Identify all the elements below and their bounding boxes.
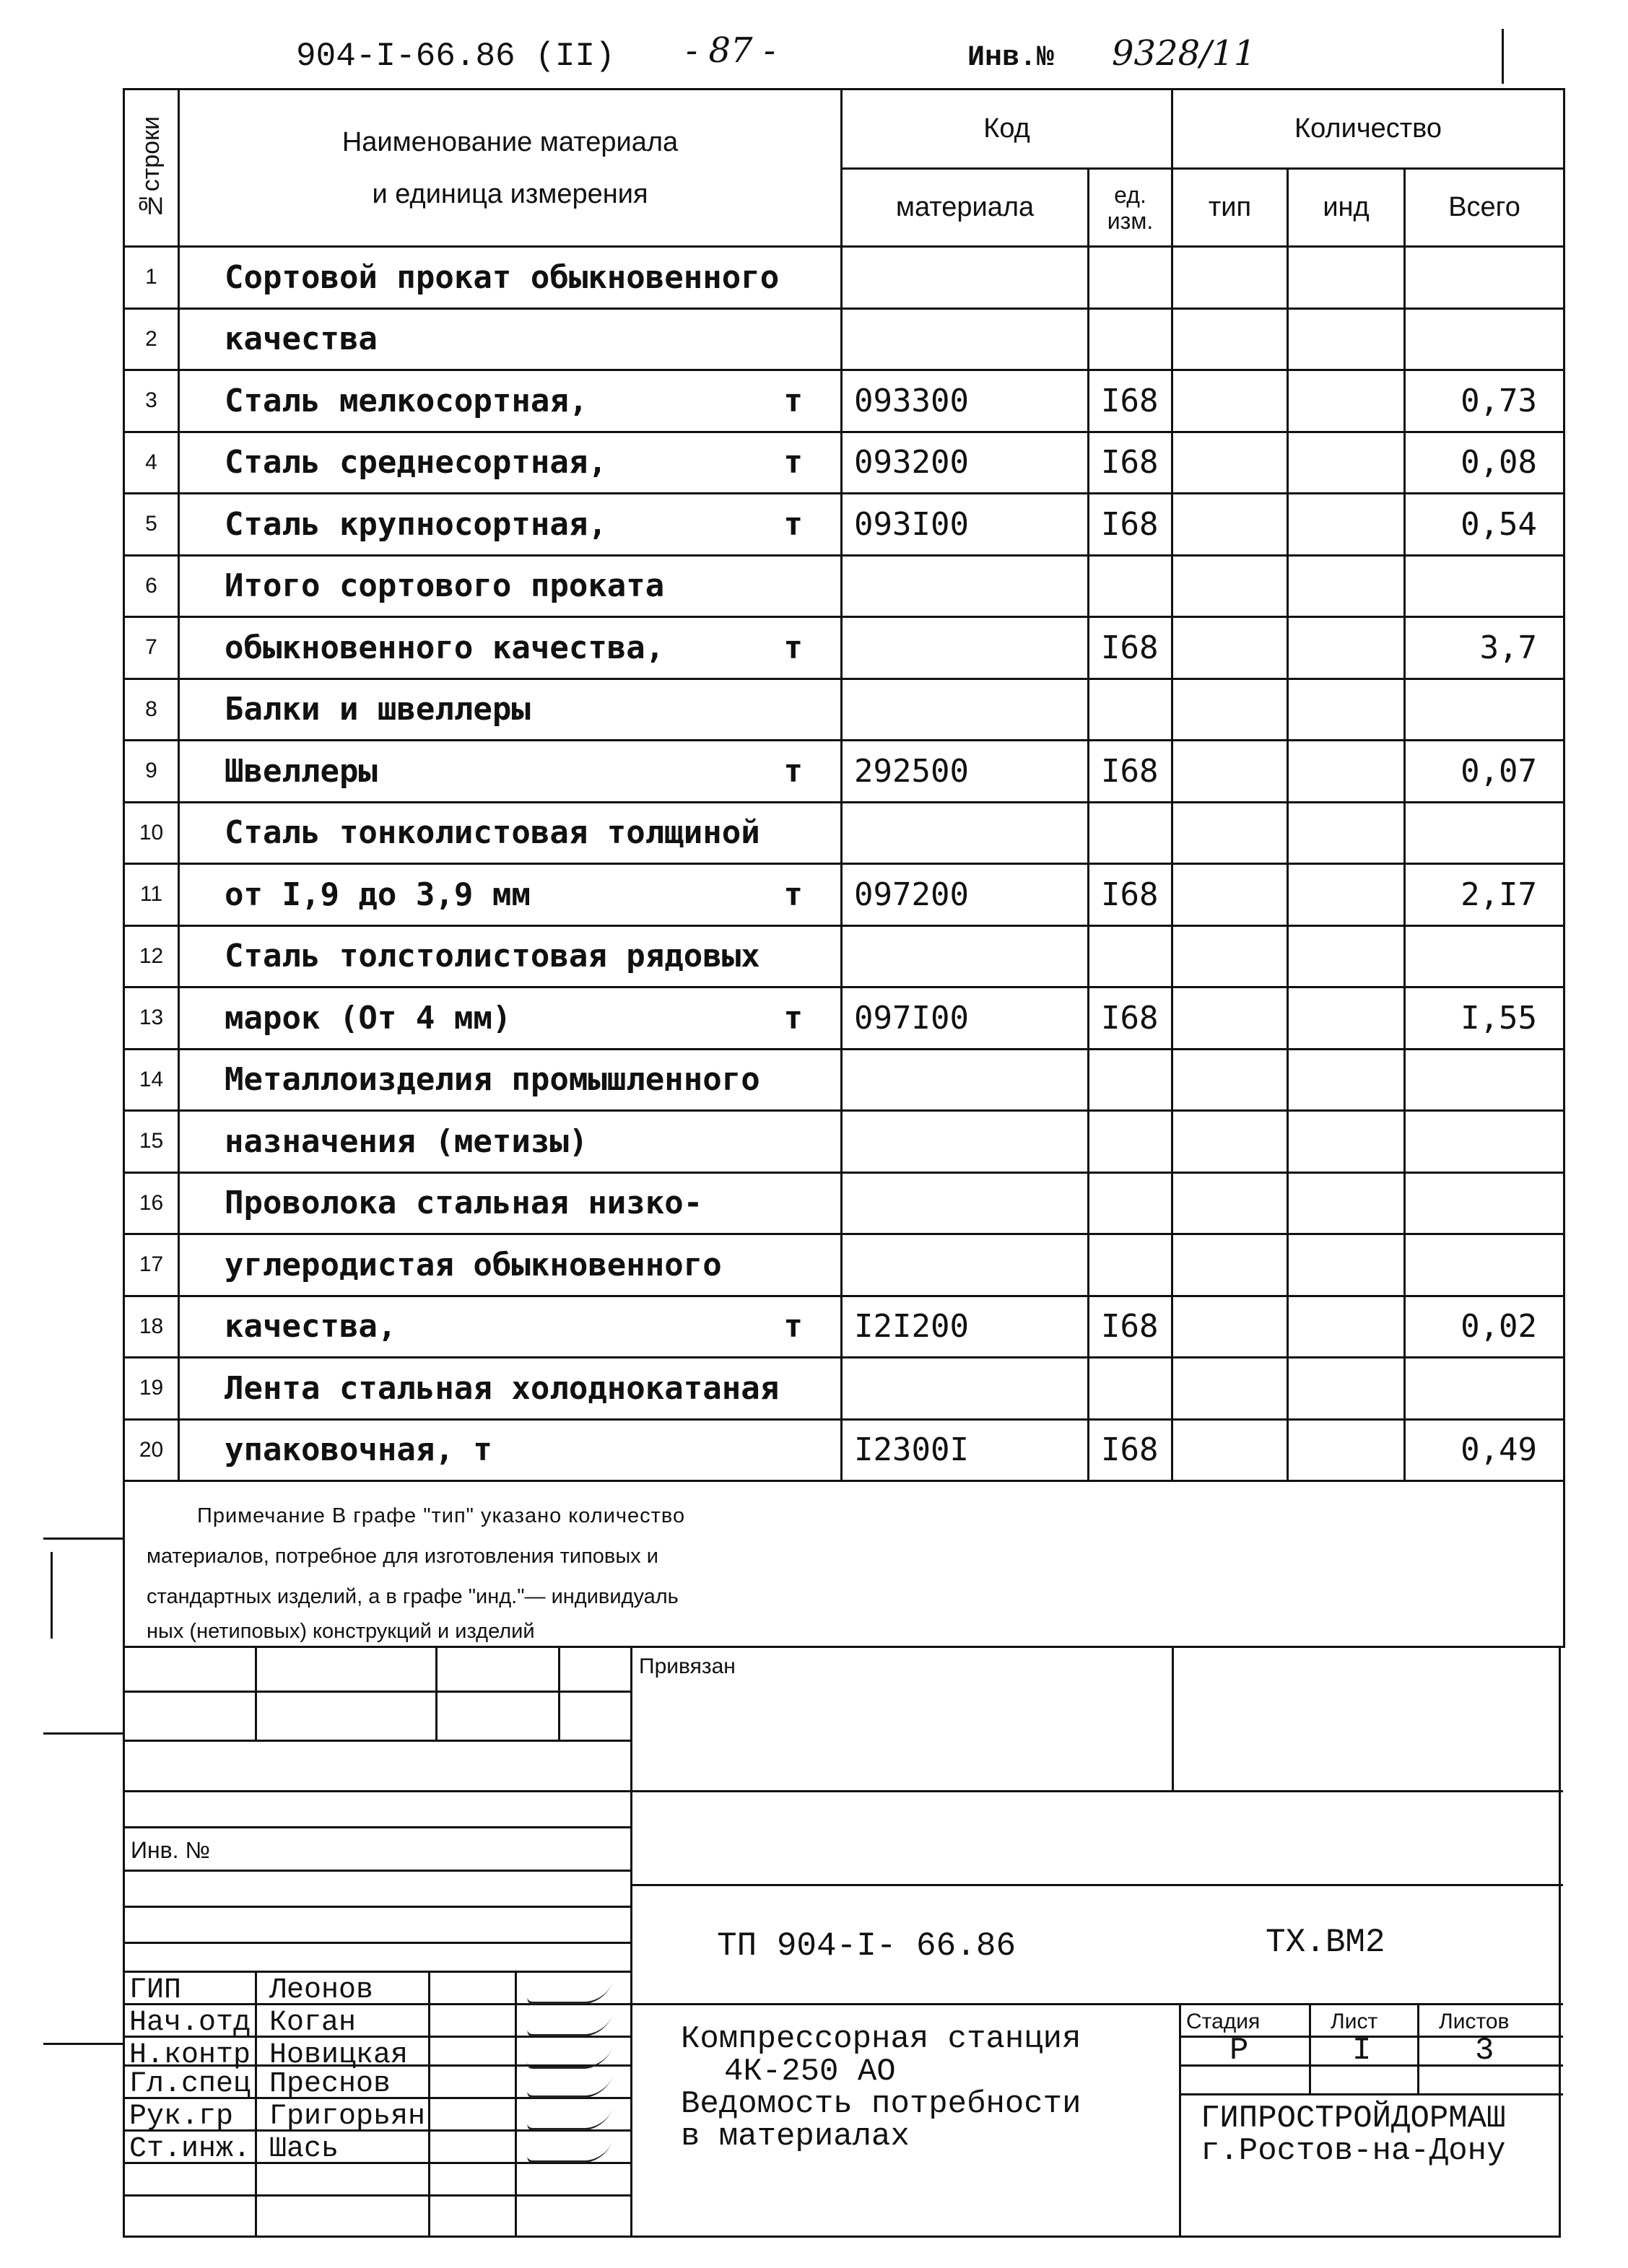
qty-ind: [1288, 370, 1405, 432]
organization-city: г.Ростов-на-Дону: [1201, 2133, 1506, 2169]
material-unit: т: [783, 1308, 803, 1345]
table-row: [124, 679, 1564, 741]
material-unit: т: [783, 876, 803, 913]
material-code: 097I00: [842, 987, 1089, 1050]
note-block: [123, 1480, 1565, 1648]
qty-typ: [1172, 494, 1288, 556]
header-qty-ind: инд: [1288, 169, 1405, 247]
qty-typ: [1172, 370, 1288, 432]
qty-total: [1405, 1049, 1564, 1111]
note-line-4: ных (нетиповых) конструкций и изделий: [147, 1620, 535, 1643]
material-name: упаковочная, т: [179, 1419, 842, 1481]
signer-name: Преснов: [269, 2068, 391, 2101]
qty-ind: [1288, 987, 1405, 1050]
material-name: назначения (метизы): [179, 1111, 842, 1173]
qty-typ: [1172, 617, 1288, 679]
header-qty-total: Всего: [1405, 169, 1564, 247]
qty-typ: [1172, 1234, 1288, 1296]
qty-ind: [1288, 802, 1405, 864]
qty-ind: [1288, 864, 1405, 926]
qty-total: 3,7: [1405, 617, 1564, 679]
margin-rule-3: [43, 2043, 123, 2045]
signature-mark: [526, 2077, 613, 2098]
row-number: 13: [124, 987, 179, 1050]
qty-typ: [1172, 679, 1288, 741]
row-number: 3: [124, 370, 179, 432]
material-unit: т: [783, 444, 803, 481]
material-code: 093200: [842, 432, 1089, 494]
qty-ind: [1288, 1111, 1405, 1173]
row-number: 18: [124, 1296, 179, 1358]
signer-name: Шась: [269, 2133, 339, 2165]
unit-code: I68: [1089, 741, 1172, 803]
qty-typ: [1172, 1296, 1288, 1358]
material-code: [842, 555, 1089, 617]
title-line-1: Компрессорная станция: [681, 2021, 1081, 2057]
material-code: I2300I: [842, 1419, 1089, 1481]
qty-ind: [1288, 925, 1405, 987]
table-row: [124, 1234, 1564, 1296]
qty-typ: [1172, 1049, 1288, 1111]
signature-mark: [526, 2109, 613, 2130]
material-unit: т: [783, 752, 803, 790]
table-row: [124, 247, 1564, 309]
row-number: 1: [124, 247, 179, 309]
qty-total: [1405, 247, 1564, 309]
note-line-3: стандартных изделий, а в графе "инд."— индивидуаль: [147, 1585, 679, 1608]
material-name: от I,9 до 3,9 мм т: [179, 864, 842, 926]
qty-ind: [1288, 555, 1405, 617]
header-code-unit: ед. изм.: [1089, 169, 1172, 247]
stage-label: Стадия: [1186, 2010, 1261, 2033]
qty-total: [1405, 679, 1564, 741]
qty-total: 0,49: [1405, 1419, 1564, 1481]
signer-role: Рук.гр: [129, 2101, 234, 2133]
qty-ind: [1288, 741, 1405, 803]
margin-rule-1: [43, 1538, 123, 1540]
margin-rule-2: [43, 1732, 123, 1735]
note-line-1: Примечание В графе "тип" указано количество: [197, 1504, 686, 1527]
qty-total: 0,54: [1405, 494, 1564, 556]
row-number: 7: [124, 617, 179, 679]
table-row: [124, 432, 1564, 494]
material-code: 093300: [842, 370, 1089, 432]
material-code: 097200: [842, 864, 1089, 926]
row-number: 2: [124, 308, 179, 370]
signer-name: Григорьян: [269, 2101, 426, 2133]
material-code: [842, 1172, 1089, 1234]
signer-role: ГИП: [129, 1974, 182, 2007]
signature-mark: [526, 2015, 613, 2036]
qty-total: 0,08: [1405, 432, 1564, 494]
unit-code: I68: [1089, 987, 1172, 1050]
row-number: 16: [124, 1172, 179, 1234]
material-unit: т: [783, 505, 803, 543]
table-row: [124, 555, 1564, 617]
material-unit: т: [783, 382, 803, 419]
material-code: [842, 925, 1089, 987]
qty-total: [1405, 1234, 1564, 1296]
qty-typ: [1172, 1419, 1288, 1481]
row-number: 9: [124, 741, 179, 803]
row-number: 5: [124, 494, 179, 556]
signer-role: Н.контр: [129, 2039, 251, 2072]
header-quantity: Количество: [1172, 90, 1564, 169]
table-row: [124, 1419, 1564, 1481]
qty-total: [1405, 925, 1564, 987]
material-code: 292500: [842, 741, 1089, 803]
signer-role: Нач.отд: [129, 2007, 251, 2039]
unit-code: I68: [1089, 617, 1172, 679]
material-code: [842, 802, 1089, 864]
qty-typ: [1172, 1172, 1288, 1234]
qty-ind: [1288, 432, 1405, 494]
unit-code: [1089, 1234, 1172, 1296]
qty-ind: [1288, 1234, 1405, 1296]
row-number: 19: [124, 1358, 179, 1420]
unit-code: I68: [1089, 1296, 1172, 1358]
qty-total: [1405, 1172, 1564, 1234]
table-row: [124, 617, 1564, 679]
material-name: Металлоизделия промышленного: [179, 1049, 842, 1111]
table-row: [124, 1358, 1564, 1420]
material-name: Сталь мелкосортная, т: [179, 370, 842, 432]
sheet-value: I: [1352, 2033, 1372, 2069]
material-name: Итого сортового проката: [179, 555, 842, 617]
material-name: качества, т: [179, 1296, 842, 1358]
qty-ind: [1288, 1419, 1405, 1481]
qty-total: 0,73: [1405, 370, 1564, 432]
table-row: [124, 1172, 1564, 1234]
sheet-label: Лист: [1331, 2010, 1378, 2033]
title-line-2: 4К-250 АО: [724, 2054, 896, 2090]
qty-total: [1405, 555, 1564, 617]
table-row: [124, 370, 1564, 432]
qty-total: 0,02: [1405, 1296, 1564, 1358]
unit-code: I68: [1089, 864, 1172, 926]
row-number: 11: [124, 864, 179, 926]
note-line-2: материалов, потребное для изготовления типовых и: [147, 1545, 658, 1568]
material-name: Лента стальная холоднокатаная: [179, 1358, 842, 1420]
qty-ind: [1288, 1049, 1405, 1111]
material-name: обыкновенного качества, т: [179, 617, 842, 679]
row-number: 17: [124, 1234, 179, 1296]
qty-total: 2,I7: [1405, 864, 1564, 926]
privyazan-label: Привязан: [639, 1654, 736, 1678]
row-number: 15: [124, 1111, 179, 1173]
inventory-number: 9328/11: [1112, 33, 1256, 74]
material-unit: т: [783, 999, 803, 1037]
materials-table: [123, 88, 1565, 1482]
qty-total: I,55: [1405, 987, 1564, 1050]
row-number: 12: [124, 925, 179, 987]
qty-total: [1405, 1358, 1564, 1420]
material-code: [842, 1234, 1089, 1296]
signer-name: Леонов: [269, 1974, 374, 2007]
material-code: [842, 617, 1089, 679]
material-name: Сталь тонколистовая толщиной: [179, 802, 842, 864]
document-number: 904-I-66.86 (II): [296, 38, 615, 75]
material-code: I2I200: [842, 1296, 1089, 1358]
margin-tick: [51, 1552, 53, 1639]
sheets-label: Листов: [1439, 2010, 1510, 2033]
inventory-no-label: Инв. №: [131, 1837, 210, 1863]
header-code-material: материала: [842, 169, 1089, 247]
qty-total: [1405, 1111, 1564, 1173]
qty-typ: [1172, 925, 1288, 987]
qty-typ: [1172, 987, 1288, 1050]
unit-code: [1089, 1358, 1172, 1420]
title-line-4: в материалах: [681, 2119, 910, 2155]
material-code: [842, 1111, 1089, 1173]
signer-name: Новицкая: [269, 2039, 409, 2072]
material-name: качества: [179, 308, 842, 370]
unit-code: [1089, 1049, 1172, 1111]
header-name: Наименование материала и единица измерения: [179, 90, 842, 247]
unit-code: I68: [1089, 370, 1172, 432]
qty-ind: [1288, 1172, 1405, 1234]
material-code: [842, 308, 1089, 370]
sheets-value: 3: [1475, 2033, 1494, 2069]
qty-ind: [1288, 247, 1405, 309]
table-row: [124, 1296, 1564, 1358]
unit-code: [1089, 679, 1172, 741]
qty-typ: [1172, 802, 1288, 864]
row-number: 10: [124, 802, 179, 864]
qty-ind: [1288, 1296, 1405, 1358]
row-number: 6: [124, 555, 179, 617]
table-row: [124, 987, 1564, 1050]
organization-name: ГИПРОСТРОЙДОРМАШ: [1201, 2101, 1506, 2137]
qty-typ: [1172, 247, 1288, 309]
signer-role: Гл.спец: [129, 2068, 251, 2101]
table-row: [124, 741, 1564, 803]
qty-ind: [1288, 308, 1405, 370]
unit-code: I68: [1089, 432, 1172, 494]
unit-code: [1089, 555, 1172, 617]
material-name: Проволока стальная низко-: [179, 1172, 842, 1234]
material-name: углеродистая обыкновенного: [179, 1234, 842, 1296]
qty-ind: [1288, 1358, 1405, 1420]
qty-total: [1405, 308, 1564, 370]
unit-code: I68: [1089, 494, 1172, 556]
inventory-label: Инв.№: [967, 42, 1055, 74]
material-unit: т: [783, 629, 803, 666]
qty-typ: [1172, 432, 1288, 494]
material-name: Сталь толстолистовая рядовых: [179, 925, 842, 987]
header-qty-typ: тип: [1172, 169, 1288, 247]
unit-code: [1089, 247, 1172, 309]
material-name: марок (От 4 мм) т: [179, 987, 842, 1050]
qty-ind: [1288, 494, 1405, 556]
qty-typ: [1172, 864, 1288, 926]
stage-value: Р: [1229, 2033, 1249, 2069]
table-row: [124, 308, 1564, 370]
signer-name: Коган: [269, 2007, 357, 2039]
row-number: 14: [124, 1049, 179, 1111]
material-name: Сталь крупносортная, т: [179, 494, 842, 556]
material-name: Швеллеры т: [179, 741, 842, 803]
header-right-tick: [1502, 29, 1504, 84]
material-code: [842, 247, 1089, 309]
material-code: [842, 1049, 1089, 1111]
signature-mark: [526, 2142, 613, 2163]
signer-role: Ст.инж.: [129, 2133, 251, 2165]
qty-total: [1405, 802, 1564, 864]
qty-typ: [1172, 308, 1288, 370]
material-name: Балки и швеллеры: [179, 679, 842, 741]
row-number: 8: [124, 679, 179, 741]
title-line-3: Ведомость потребности: [681, 2086, 1081, 2122]
header-code: Код: [842, 90, 1172, 169]
table-row: [124, 864, 1564, 926]
unit-code: [1089, 1111, 1172, 1173]
qty-typ: [1172, 555, 1288, 617]
material-name: Сталь среднесортная, т: [179, 432, 842, 494]
qty-typ: [1172, 1111, 1288, 1173]
table-row: [124, 925, 1564, 987]
unit-code: I68: [1089, 1419, 1172, 1481]
unit-code: [1089, 308, 1172, 370]
unit-code: [1089, 925, 1172, 987]
signature-mark: [526, 1983, 613, 2004]
title-block: [123, 1646, 1561, 2238]
header-rownum: №строки: [124, 90, 179, 247]
table-row: [124, 1049, 1564, 1111]
row-number: 4: [124, 432, 179, 494]
qty-ind: [1288, 617, 1405, 679]
table-row: [124, 494, 1564, 556]
qty-total: 0,07: [1405, 741, 1564, 803]
material-name: Сортовой прокат обыкновенного: [179, 247, 842, 309]
material-code: 093I00: [842, 494, 1089, 556]
unit-code: [1089, 1172, 1172, 1234]
page-mark: - 87 -: [686, 30, 776, 71]
row-number: 20: [124, 1419, 179, 1481]
qty-typ: [1172, 741, 1288, 803]
material-code: [842, 1358, 1089, 1420]
project-code: ТП 904-I- 66.86: [717, 1927, 1017, 1965]
unit-code: [1089, 802, 1172, 864]
document-mark: ТХ.ВМ2: [1266, 1924, 1385, 1961]
table-row: [124, 802, 1564, 864]
qty-ind: [1288, 679, 1405, 741]
qty-typ: [1172, 1358, 1288, 1420]
material-code: [842, 679, 1089, 741]
table-row: [124, 1111, 1564, 1173]
